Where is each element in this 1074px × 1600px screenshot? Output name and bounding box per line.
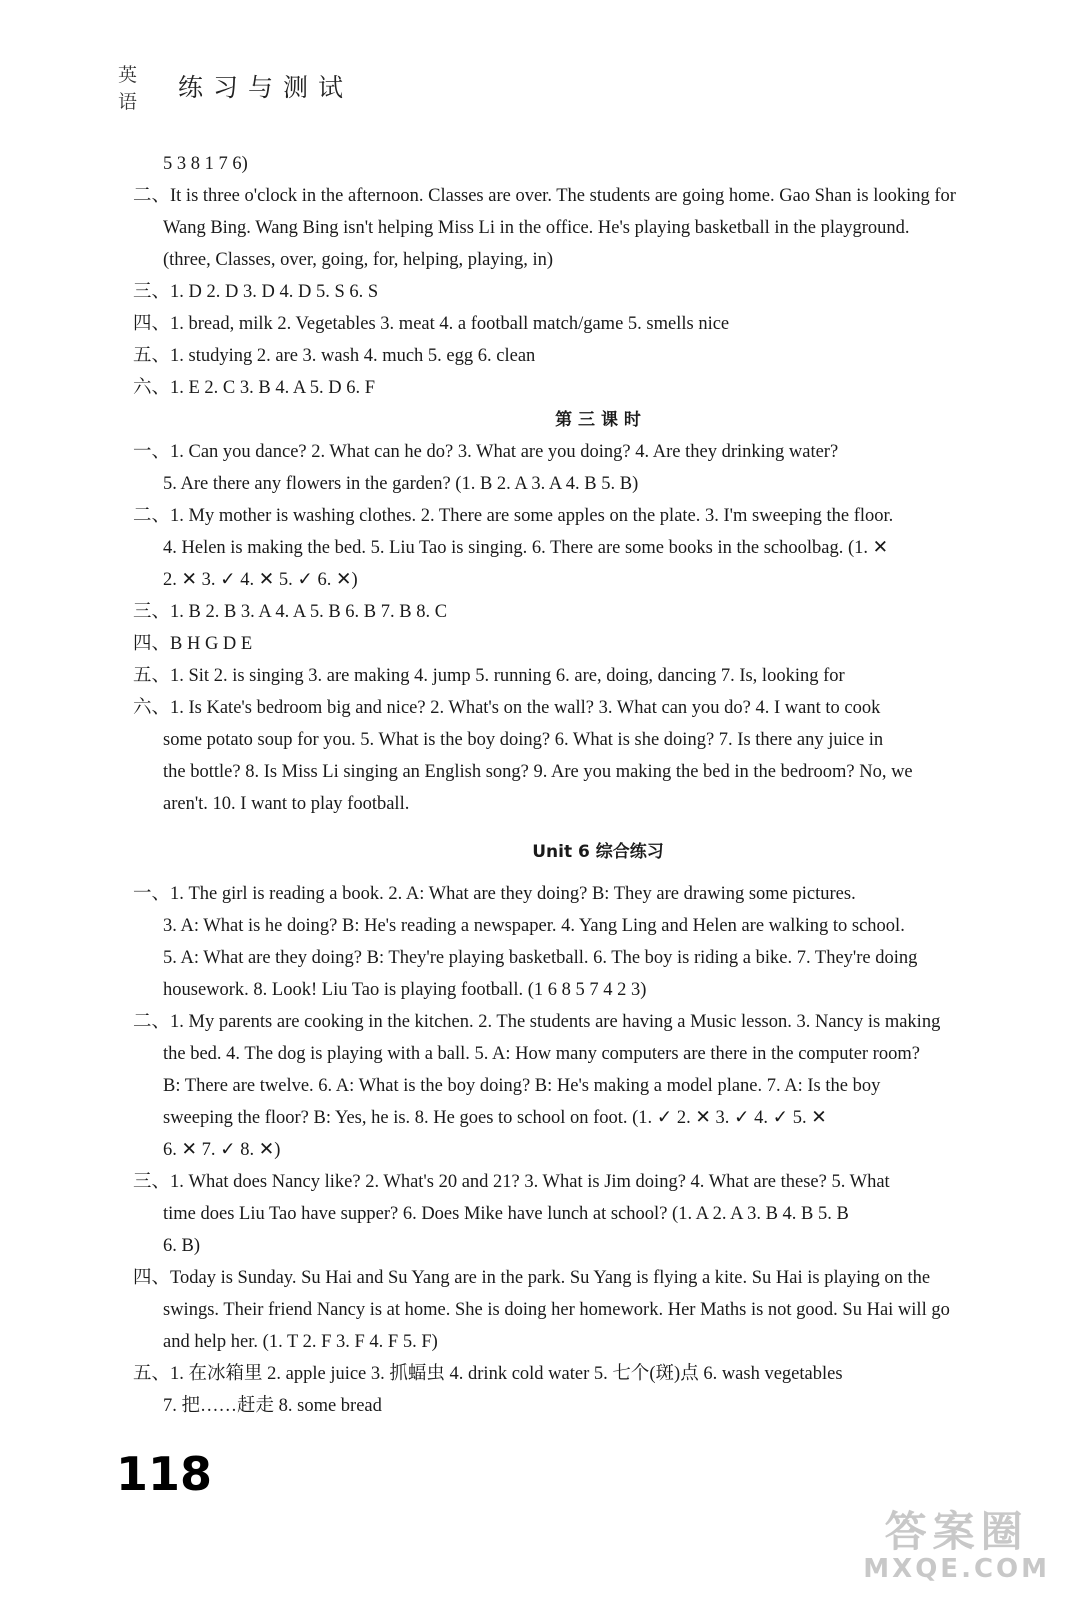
answer-line: 7. 把……赶走 8. some bread [163, 1396, 382, 1416]
watermark-en: MXQE.COM [863, 1554, 1050, 1584]
answer-line: the bottle? 8. Is Miss Li singing an English song? 9. Are you making the bed in the bedroom? No, we [163, 762, 913, 782]
answer-line: 三、1. D 2. D 3. D 4. D 5. S 6. S [133, 282, 379, 302]
answer-line: 四、Today is Sunday. Su Hai and Su Yang are in the park. Su Yang is flying a kite. Su Hai is playing on the [133, 1268, 931, 1288]
answer-line: swings. Their friend Nancy is at home. She is doing her homework. Her Maths is not good. Su Hai will go [163, 1300, 950, 1320]
answer-line: 四、1. bread, milk 2. Vegetables 3. meat 4. a football match/game 5. smells nice [133, 314, 730, 334]
subject-label: 英语 [118, 64, 139, 113]
answer-line: 五、1. Sit 2. is singing 3. are making 4. jump 5. running 6. are, doing, dancing 7. Is, looking for [133, 666, 845, 686]
watermark-cn: 答案圈 [884, 1507, 1029, 1556]
answer-line: housework. 8. Look! Liu Tao is playing football. (1 6 8 5 7 4 2 3) [163, 980, 647, 1000]
answer-line: 6. B) [163, 1236, 200, 1256]
answer-line: 二、It is three o'clock in the afternoon. Classes are over. The students are going home. Gao Shan is looking for [133, 186, 956, 206]
answer-line: aren't. 10. I want to play football. [163, 794, 410, 814]
answer-line: 三、1. What does Nancy like? 2. What's 20 and 21? 3. What is Jim doing? 4. What are these? 5. What [133, 1172, 890, 1192]
answer-line: 5. A: What are they doing? B: They're playing basketball. 6. The boy is riding a bike. 7. They're doing [163, 948, 918, 968]
answer-line: 三、1. B 2. B 3. A 4. A 5. B 6. B 7. B 8. C [133, 602, 448, 622]
answer-line: 5 3 8 1 7 6) [163, 154, 248, 174]
answer-line: 2. ✕ 3. ✓ 4. ✕ 5. ✓ 6. ✕) [163, 570, 358, 590]
answer-line: B: There are twelve. 6. A: What is the boy doing? B: He's making a model plane. 7. A: Is the boy [163, 1076, 881, 1096]
section-heading: 第 三 课 时 [555, 410, 641, 430]
answer-line: some potato soup for you. 5. What is the boy doing? 6. What is she doing? 7. Is there any juice in [163, 730, 884, 750]
answer-line: 6. ✕ 7. ✓ 8. ✕) [163, 1140, 281, 1160]
answer-line: 二、1. My mother is washing clothes. 2. There are some apples on the plate. 3. I'm sweeping the floor. [133, 506, 894, 526]
answer-line: 5. Are there any flowers in the garden? (1. B 2. A 3. A 4. B 5. B) [163, 474, 639, 494]
page-number: 118 [116, 1447, 213, 1501]
answer-line: 六、1. E 2. C 3. B 4. A 5. D 6. F [133, 378, 376, 398]
answer-line: 4. Helen is making the bed. 5. Liu Tao is singing. 6. There are some books in the schoolbag. (1. ✕ [163, 538, 889, 558]
answer-line: time does Liu Tao have supper? 6. Does Mike have lunch at school? (1. A 2. A 3. B 4. B 5. B [163, 1204, 849, 1224]
answer-line: 五、1. studying 2. are 3. wash 4. much 5. egg 6. clean [133, 346, 536, 366]
answer-line: 3. A: What is he doing? B: He's reading a newspaper. 4. Yang Ling and Helen are walking to school. [163, 916, 905, 936]
watermark-logo [863, 1507, 1050, 1584]
answer-line: (three, Classes, over, going, for, helping, playing, in) [163, 250, 554, 270]
answer-line: the bed. 4. The dog is playing with a ball. 5. A: How many computers are there in the computer room? [163, 1044, 920, 1064]
answer-line: 二、1. My parents are cooking in the kitchen. 2. The students are having a Music lesson. 3. Nancy is making [133, 1012, 941, 1032]
answer-line: 四、B H G D E [133, 634, 253, 654]
answer-line: 一、1. The girl is reading a book. 2. A: What are they doing? B: They are drawing some pictures. [133, 884, 856, 904]
answer-line: 一、1. Can you dance? 2. What can he do? 3. What are you doing? 4. Are they drinking water? [133, 442, 839, 462]
answer-line: 六、1. Is Kate's bedroom big and nice? 2. What's on the wall? 3. What can you do? 4. I want to cook [133, 698, 881, 718]
answer-line: Wang Bing. Wang Bing isn't helping Miss Li in the office. He's playing basketball in the playground. [163, 218, 910, 238]
book-title: 练习与测试 [178, 73, 354, 102]
answer-line: sweeping the floor? B: Yes, he is. 8. He goes to school on foot. (1. ✓ 2. ✕ 3. ✓ 4. ✓ 5. ✕ [163, 1108, 827, 1128]
answer-line: and help her. (1. T 2. F 3. F 4. F 5. F) [163, 1332, 438, 1352]
answer-line: 五、1. 在冰箱里 2. apple juice 3. 抓蝠虫 4. drink cold water 5. 七个(斑)点 6. wash vegetables [133, 1364, 843, 1384]
answer-content [133, 148, 1063, 1422]
section-heading: Unit 6 综合练习 [532, 842, 664, 862]
